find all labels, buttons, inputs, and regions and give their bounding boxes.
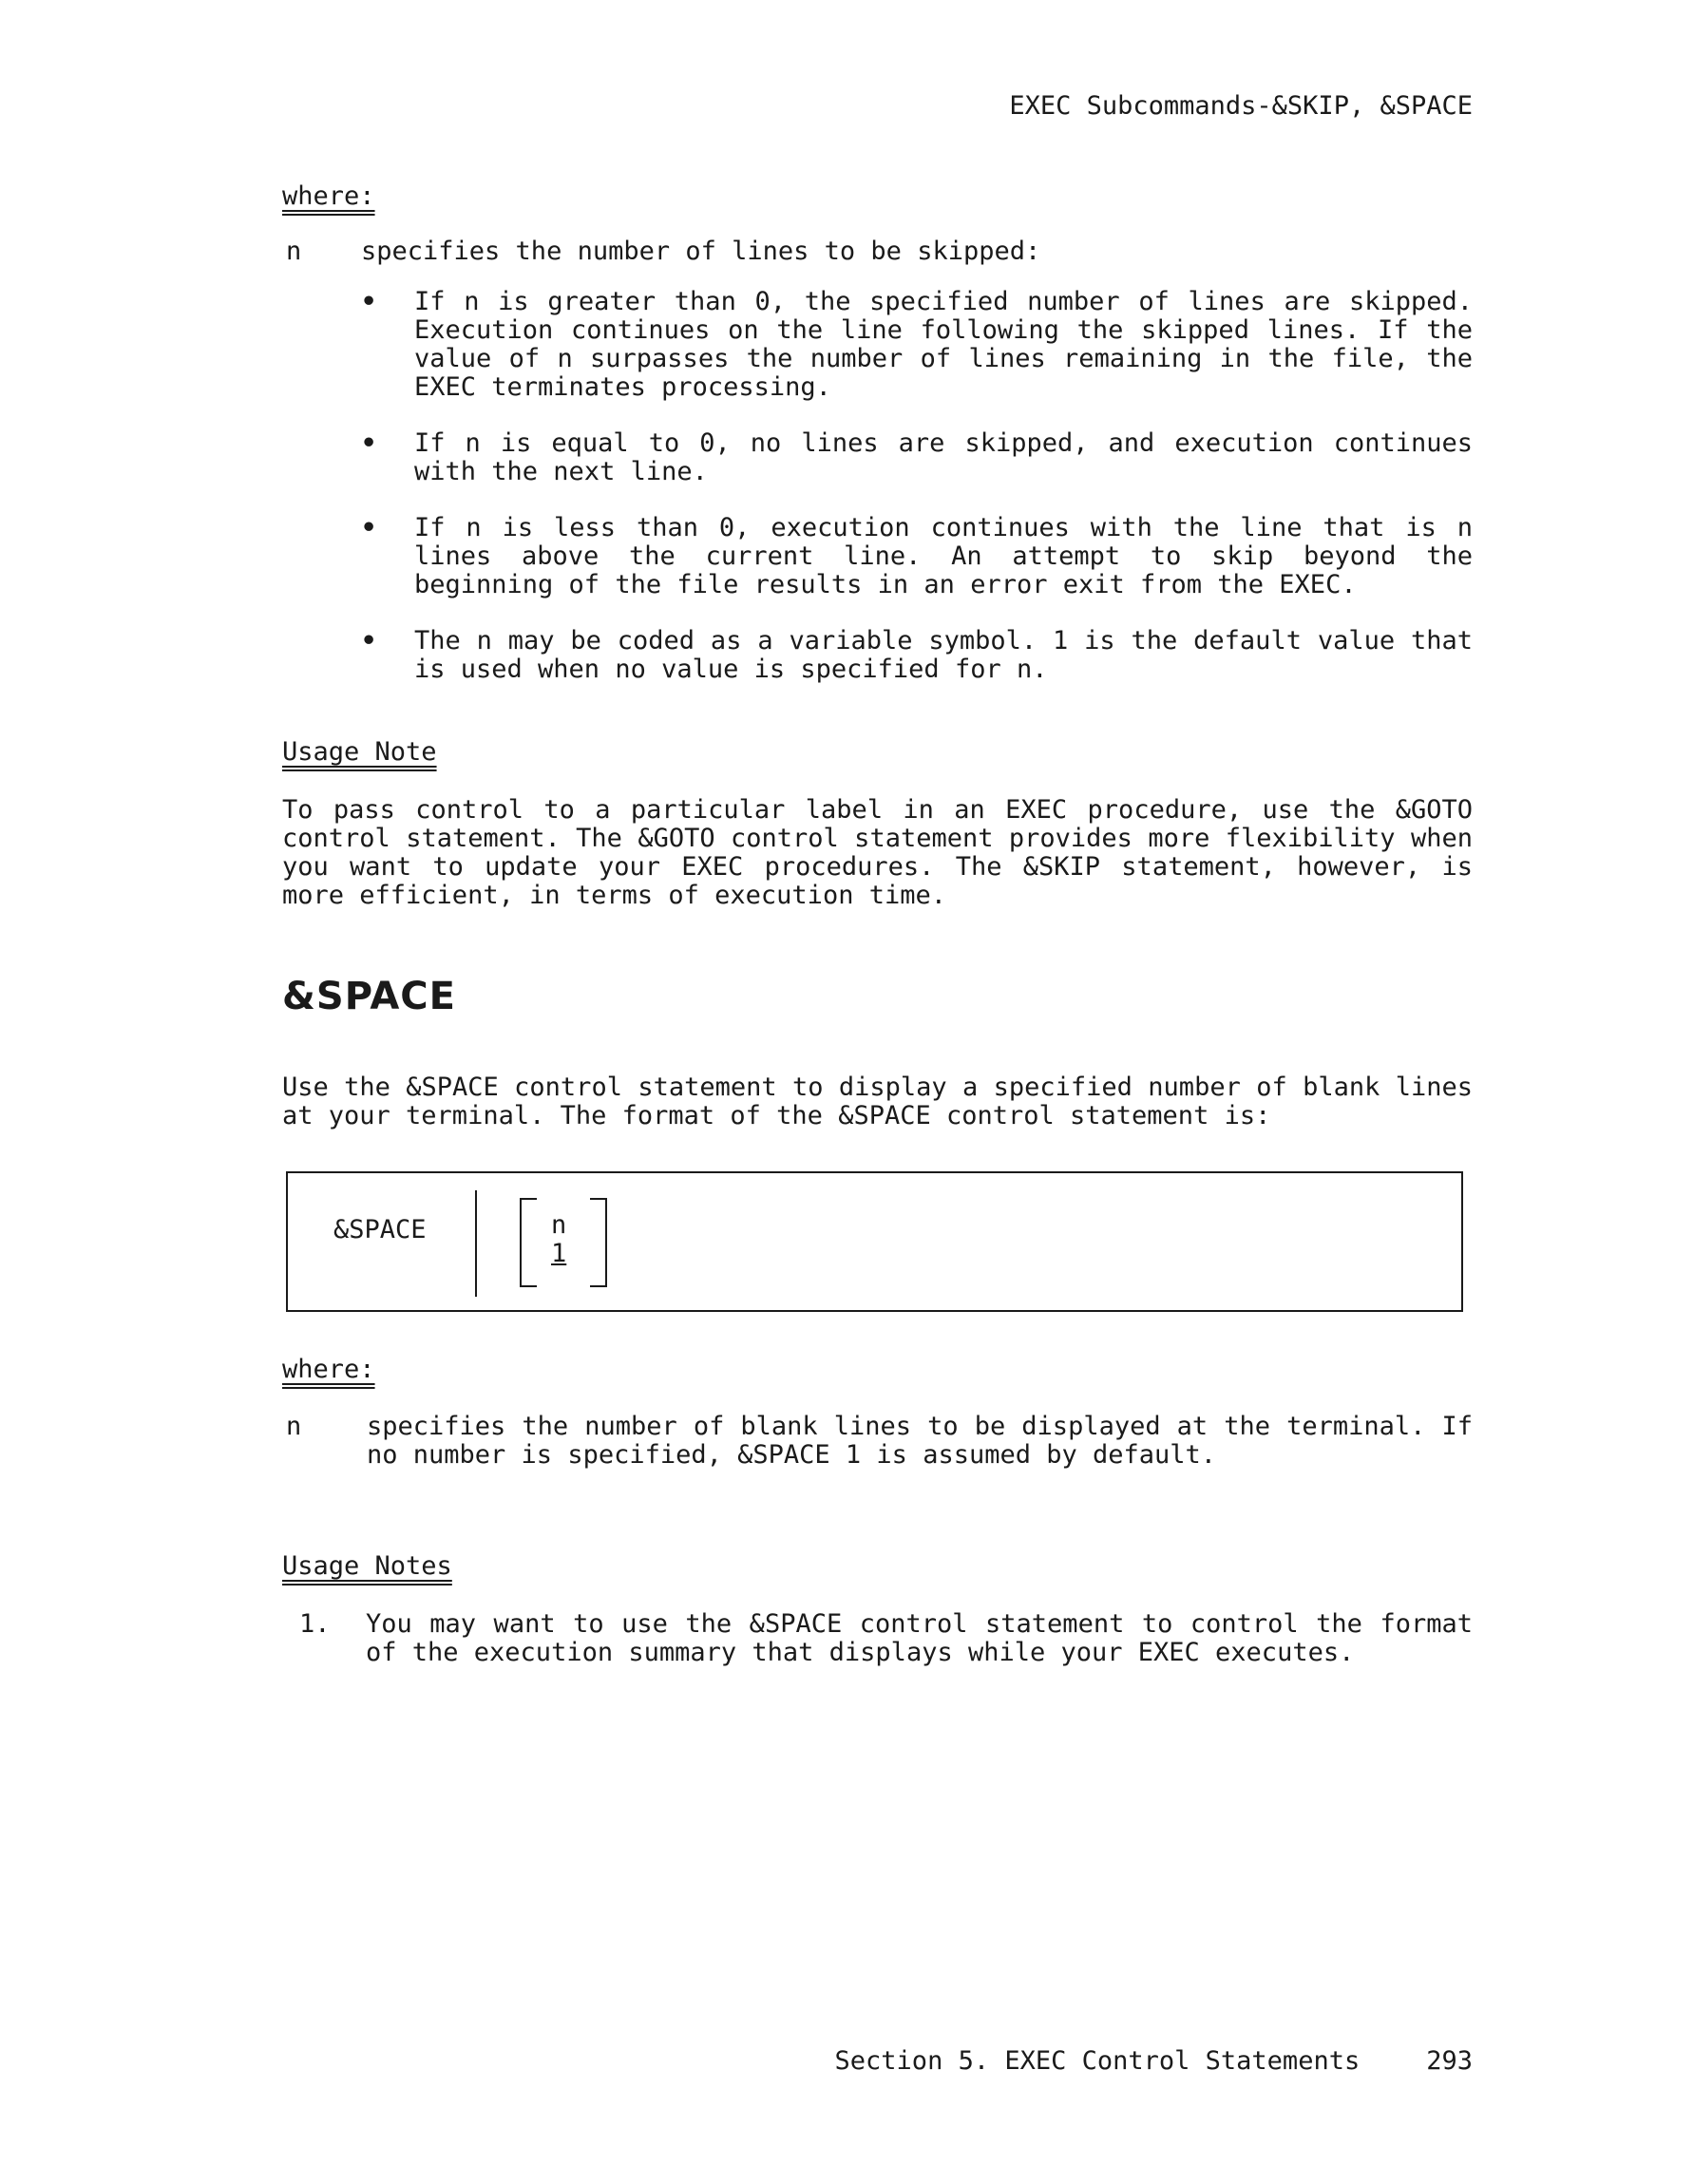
usage-note-text: To pass control to a particular label in an EXEC procedure, use the &GOTO control statement. The &GOTO control statement provides more flexibility when you want to update your EXEC procedures. The &SKIP statement, however, is more efficient, in terms of execution time. xyxy=(282,795,1473,910)
page-footer xyxy=(665,2047,1473,2076)
operand-term: n xyxy=(286,237,302,266)
bullet-icon: • xyxy=(361,513,377,542)
optional-bracket-left xyxy=(520,1198,537,1287)
syntax-default: 1 xyxy=(551,1239,567,1268)
operand-description: specifies the number of blank lines to be displayed at the terminal. If no number is specified, &SPACE 1 is assumed by default. xyxy=(367,1412,1473,1470)
section-heading: &SPACE xyxy=(282,975,456,1018)
bullet-icon: • xyxy=(361,626,377,655)
usage-notes-label: Usage Notes xyxy=(282,1551,452,1581)
syntax-divider xyxy=(475,1190,477,1297)
footer-section: Section 5. EXEC Control Statements xyxy=(834,2046,1361,2076)
optional-bracket-right xyxy=(590,1198,607,1287)
intro-paragraph: Use the &SPACE control statement to display a specified number of blank lines at your terminal. The format of the &SPACE control statement is: xyxy=(282,1073,1473,1130)
bullet-item xyxy=(361,514,1473,599)
bullet-item xyxy=(361,429,1473,486)
bullet-list xyxy=(361,288,1473,712)
where-label: where: xyxy=(282,1355,375,1384)
bullet-icon: • xyxy=(361,428,377,458)
bullet-text: The n may be coded as a variable symbol. 1 is the default value that is used when no value is specified for n. xyxy=(414,626,1473,684)
running-header: EXEC Subcommands-&SKIP, &SPACE xyxy=(1009,91,1473,121)
syntax-operand: n xyxy=(551,1210,567,1240)
bullet-text: If n is equal to 0, no lines are skipped, and execution continues with the next line. xyxy=(414,428,1473,486)
bullet-text: If n is greater than 0, the specified number of lines are skipped. Execution continues on the line following the skipped lines. If the value of n surpasses the number of lines remaining in the file, the EXEC terminates processing. xyxy=(414,287,1473,402)
bullet-item xyxy=(361,627,1473,684)
list-item-number: 1. xyxy=(299,1609,331,1639)
operand-description: specifies the number of lines to be skipped: xyxy=(361,237,1041,266)
page-number: 293 xyxy=(1426,2046,1473,2076)
syntax-command: &SPACE xyxy=(333,1215,427,1244)
list-item-text: You may want to use the &SPACE control statement to control the format of the execution summary that displays while your EXEC executes. xyxy=(366,1609,1473,1667)
bullet-icon: • xyxy=(361,287,377,316)
usage-note-label: Usage Note xyxy=(282,737,437,767)
syntax-box xyxy=(286,1171,1463,1312)
bullet-text: If n is less than 0, execution continues with the line that is n lines above the current line. An attempt to skip beyond the beginning of the file results in an error exit from the EXEC. xyxy=(414,513,1473,599)
where-label: where: xyxy=(282,181,375,211)
operand-term: n xyxy=(286,1412,302,1441)
bullet-item xyxy=(361,288,1473,402)
